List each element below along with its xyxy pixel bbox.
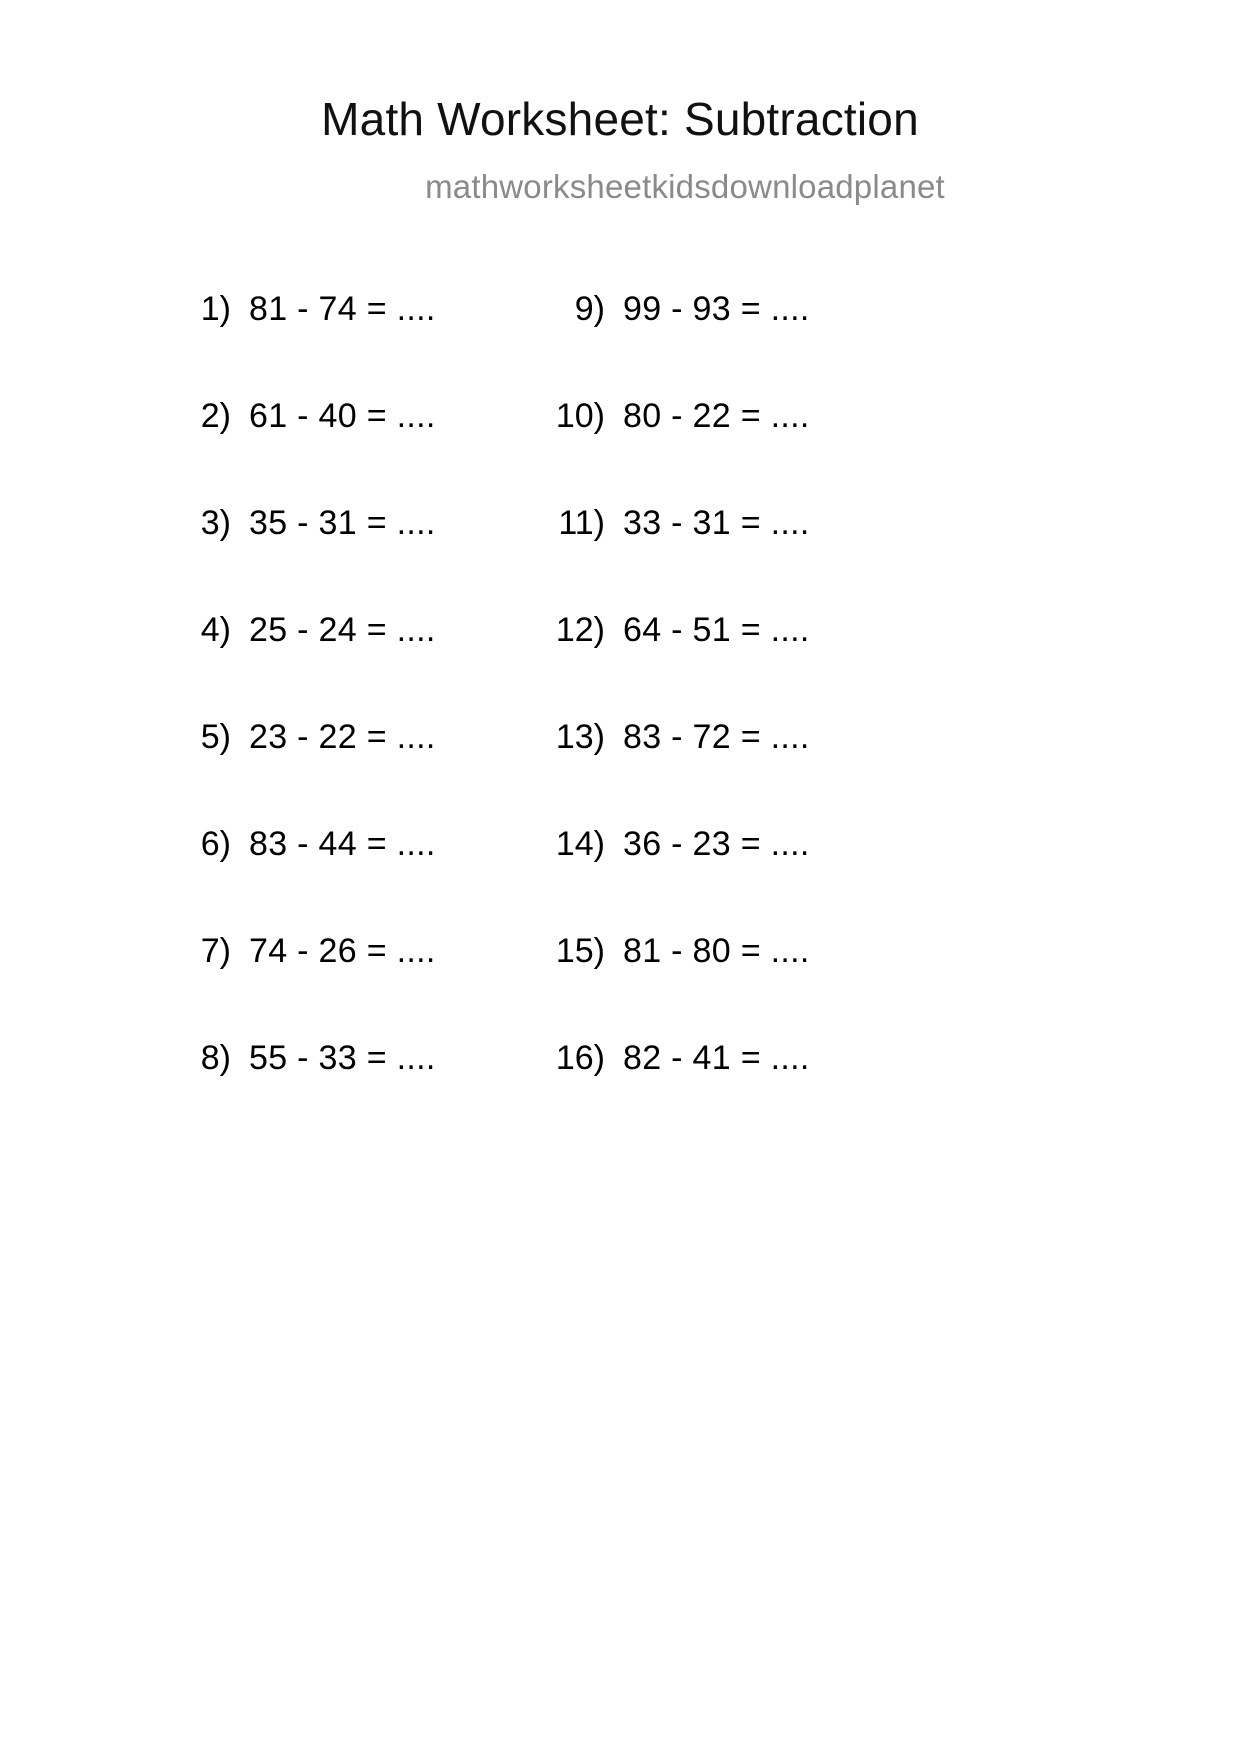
problem-expression: 35 - 31 = .... (249, 504, 436, 542)
problem-item (535, 825, 1060, 932)
problem-item (535, 718, 1060, 825)
problem-expression: 99 - 93 = .... (623, 290, 810, 328)
problem-expression: 25 - 24 = .... (249, 611, 436, 649)
problem-item (535, 611, 1060, 718)
problem-number: 13) (555, 718, 605, 756)
problem-column-right (460, 290, 1060, 1146)
problem-item (175, 290, 460, 397)
problem-number: 10) (555, 397, 605, 435)
problem-item (175, 718, 460, 825)
problem-number: 11) (558, 504, 605, 542)
problem-expression: 61 - 40 = .... (249, 397, 436, 435)
problem-item (175, 1039, 460, 1146)
problem-item (175, 825, 460, 932)
page-subtitle: mathworksheetkidsdownloadplanet (425, 168, 945, 205)
problem-item (175, 611, 460, 718)
problem-number: 5) (200, 718, 231, 756)
problem-item (535, 504, 1060, 611)
problem-item (535, 932, 1060, 1039)
problem-item (535, 397, 1060, 504)
problem-number: 7) (200, 932, 231, 970)
problem-expression: 80 - 22 = .... (623, 397, 810, 435)
problem-item (175, 932, 460, 1039)
problem-expression: 81 - 80 = .... (623, 932, 810, 970)
problem-expression: 36 - 23 = .... (623, 825, 810, 863)
problem-number: 15) (555, 932, 605, 970)
problem-number: 16) (555, 1039, 605, 1077)
problem-expression: 33 - 31 = .... (623, 504, 810, 542)
problem-expression: 81 - 74 = .... (249, 290, 436, 328)
problem-expression: 23 - 22 = .... (249, 718, 436, 756)
problem-number: 14) (555, 825, 605, 863)
problem-number: 8) (200, 1039, 231, 1077)
problem-list (0, 290, 1240, 1146)
problem-number: 12) (555, 611, 605, 649)
problem-column-left (0, 290, 460, 1146)
problem-number: 1) (200, 290, 231, 328)
problem-number: 6) (200, 825, 231, 863)
problem-expression: 74 - 26 = .... (249, 932, 436, 970)
problem-expression: 82 - 41 = .... (623, 1039, 810, 1077)
problem-item (535, 290, 1060, 397)
problem-number: 4) (200, 611, 231, 649)
problem-item (175, 397, 460, 504)
problem-expression: 55 - 33 = .... (249, 1039, 436, 1077)
problem-item (535, 1039, 1060, 1146)
problem-number: 9) (574, 290, 605, 328)
problem-number: 2) (200, 397, 231, 435)
problem-expression: 83 - 44 = .... (249, 825, 436, 863)
problem-expression: 64 - 51 = .... (623, 611, 810, 649)
problem-expression: 83 - 72 = .... (623, 718, 810, 756)
problem-number: 3) (200, 504, 231, 542)
page-title: Math Worksheet: Subtraction (321, 93, 919, 145)
problem-item (175, 504, 460, 611)
